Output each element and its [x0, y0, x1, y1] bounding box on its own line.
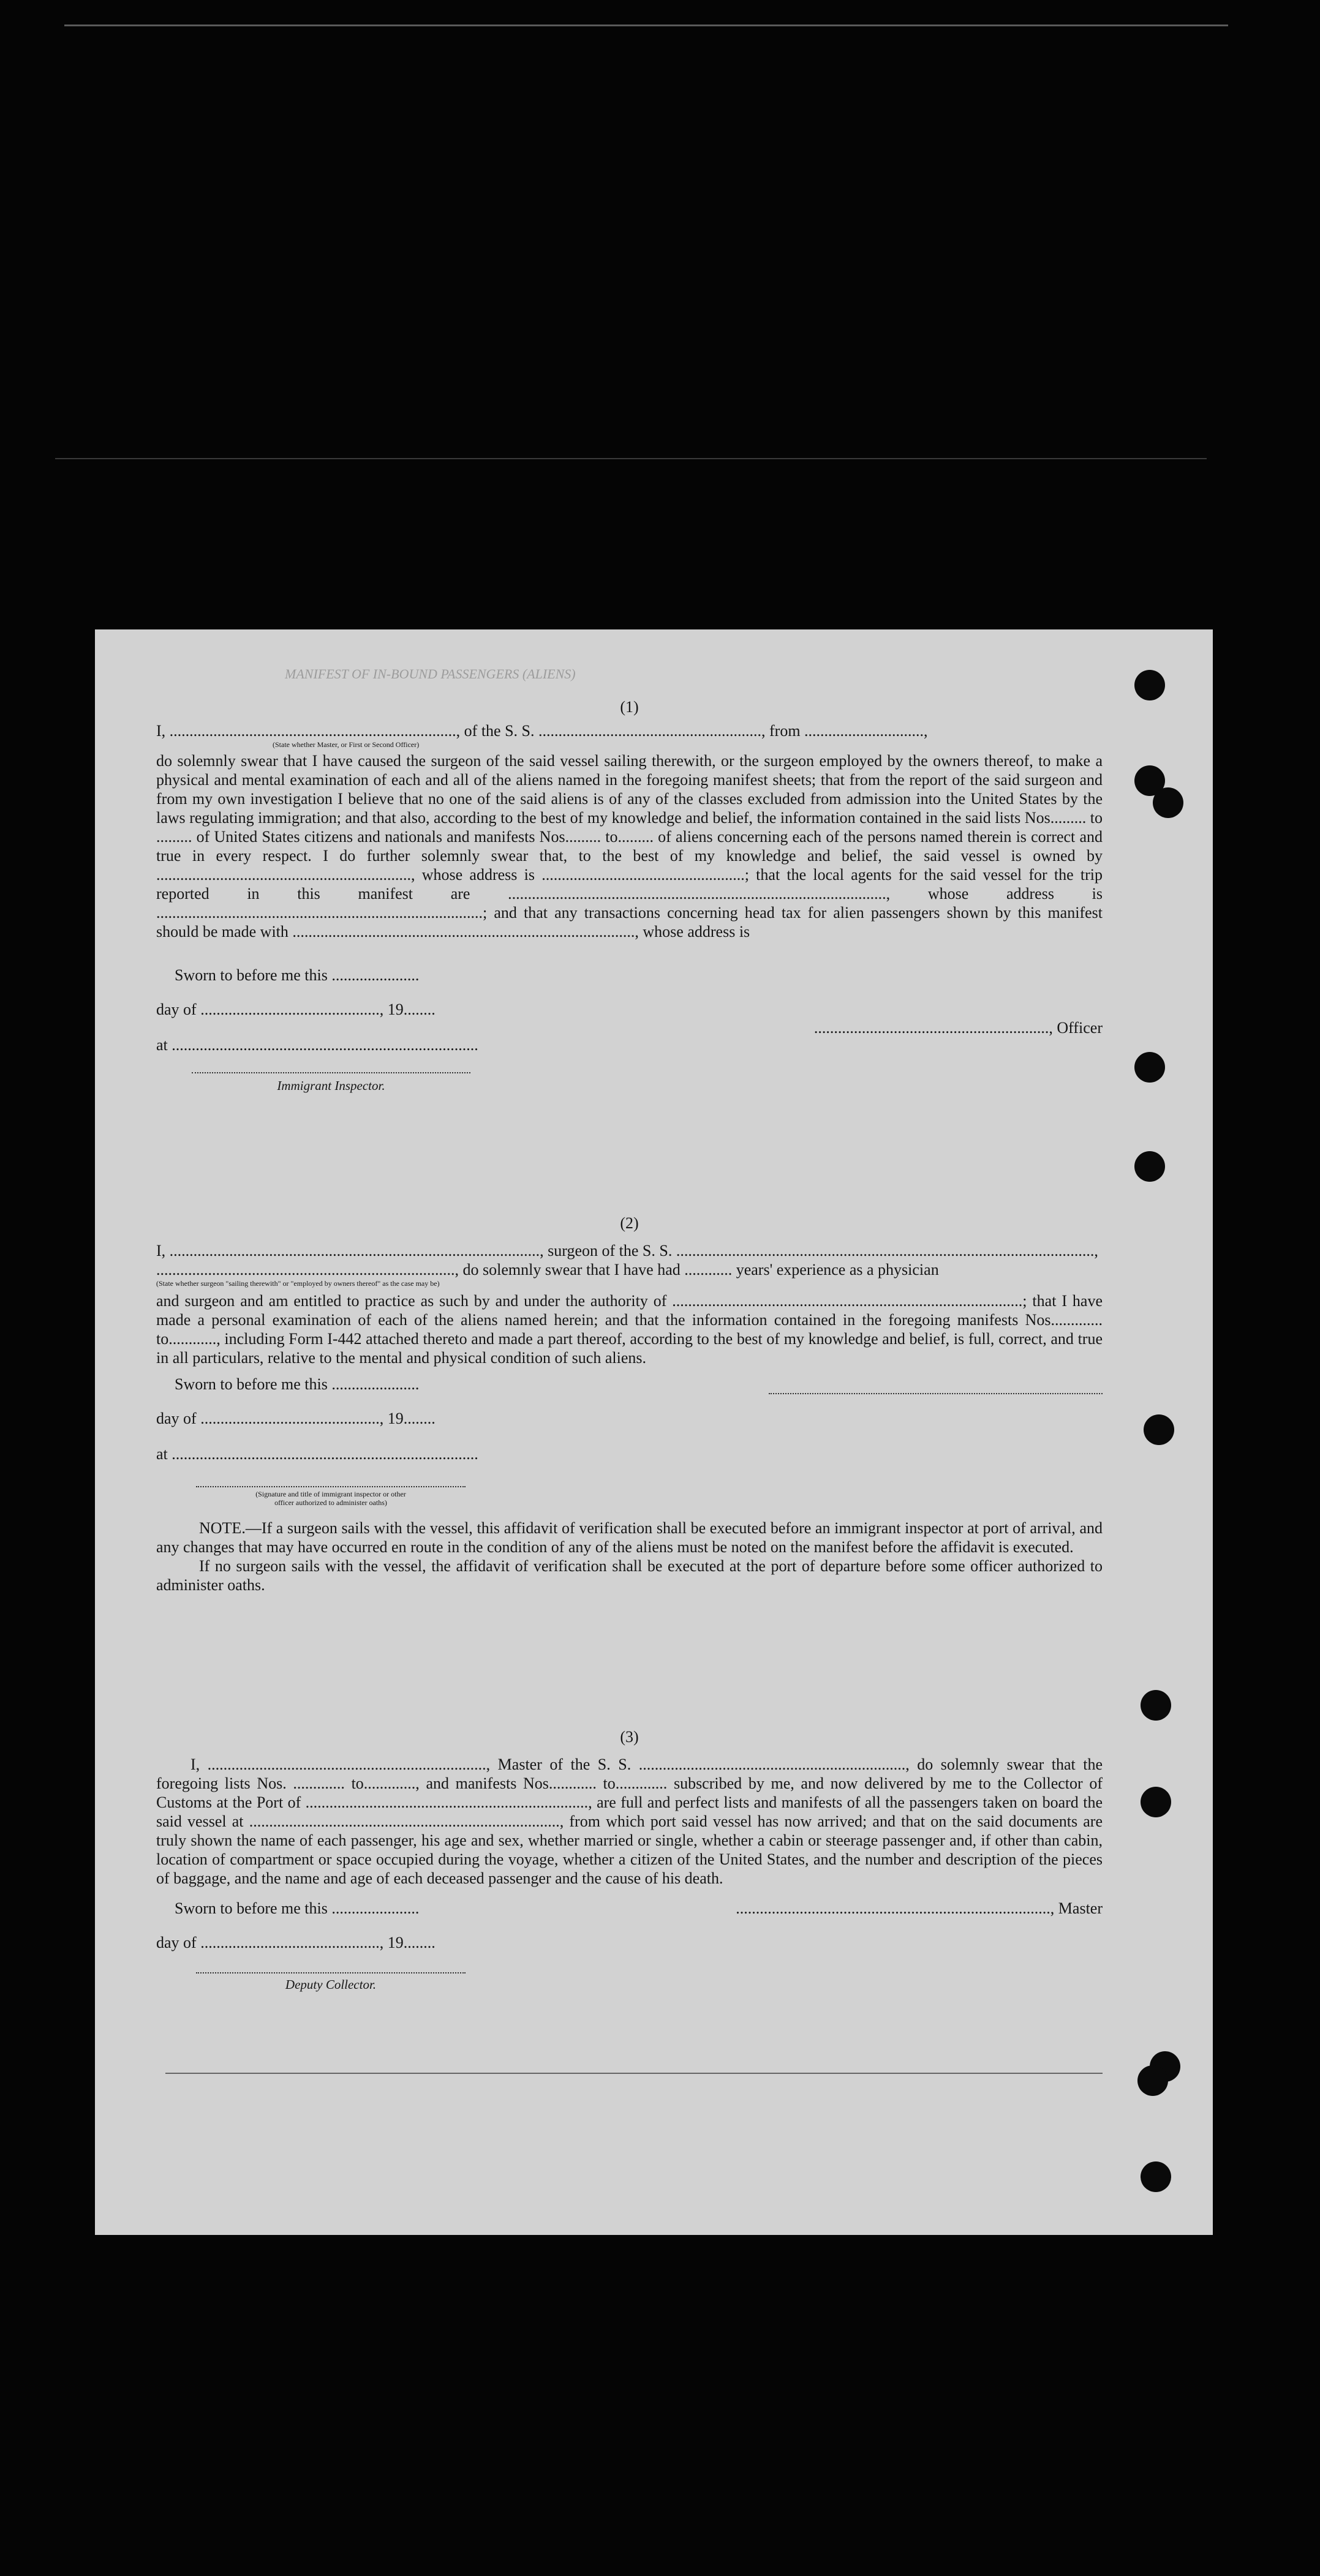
punch-hole [1141, 1787, 1171, 1817]
punch-hole [1134, 1052, 1165, 1083]
section-2-line-2: ..........................................................................., do solemnly swear that I have had ............ years' experience as a physician [156, 1261, 939, 1279]
section-2-line-1: I, ............................................................................................., surgeon of the S. S. ........................................................................................................., [156, 1242, 1098, 1260]
section-1-inspector-signature-line [192, 1057, 470, 1073]
section-2-officer-signature-line [196, 1471, 466, 1487]
punch-hole [1137, 2065, 1168, 2096]
section-1-body: do solemnly swear that I have caused the surgeon of the said vessel sailing therewith, or the surgeon employed by the owners thereof, to make a physical and mental examination of each and all of the aliens named in the foregoing manifest sheets; that from the report of the said surgeon and from my own investigation I believe that no one of the said aliens is of any of the classes excluded from admission into the United States by the laws regulating immigration; and that also, according to the best of my knowledge and belief, the information contained in the said lists Nos......... to ......... of United States citizens and nationals and manifests Nos......... to......... of aliens concerning each of the persons named therein is correct and true in every respect. I do further solemnly swear that, to the best of my knowledge and belief, the said vessel is owned by ................................................................, whose address is ...................................................; that the local agents for the said vessel for the trip reported in this manifest are ..............................................................................................., whose address is ..................................................................................; and that any transactions concerning head tax for alien passengers shown by this manifest should be made with ......................................................................................, whose address is [156, 752, 1103, 941]
section-1-master-affidavit [156, 698, 1103, 1125]
section-2-note-2: If no surgeon sails with the vessel, the affidavit of verification shall be executed at the port of departure before some officer authorized to administer oaths. [156, 1557, 1103, 1594]
punch-hole [1144, 1414, 1174, 1445]
film-edge-line [64, 24, 1228, 26]
section-3-day: day of ............................................., 19........ [156, 1934, 436, 1951]
film-frame-line [55, 458, 1207, 459]
section-2-note: NOTE.—If a surgeon sails with the vessel, this affidavit of verification shall be executed before an immigrant inspector at port of arrival, and any changes that may have occurred en route in the condition of any of the aliens must be noted on the manifest before the affidavit is executed. [156, 1519, 1103, 1556]
punch-hole [1141, 2161, 1171, 2192]
section-3-collector-signature-line [196, 1958, 466, 1973]
section-3-collector-label: Deputy Collector. [285, 1977, 377, 1992]
section-2-day: day of ............................................., 19........ [156, 1410, 436, 1427]
section-2-signature-caption: (Signature and title of immigrant inspector or other officer authorized to administer oaths) [255, 1490, 406, 1507]
section-1-number: (1) [620, 698, 639, 716]
section-1-officer-signature: ..........................................................., Officer [813, 1019, 1103, 1037]
section-1-opening: I, ........................................................................, of the S. S. ........................................................, from .............................., [156, 722, 928, 740]
section-1-officer-note: (State whether Master, or First or Second Officer) [273, 740, 420, 749]
section-1-sworn: Sworn to before me this ...................... [175, 966, 420, 984]
section-3-body: I, ......................................................................, Master of the S. S. ..................................................................., do solemnly swear that the foregoing lists Nos. ............. to............., and manifests Nos............ to............. subscribed by me, and now delivered by me to the Collector of Customs at the Port of ......................................................................., are full and perfect lists and manifests of all the passengers taken on board the said vessel at .............................................................................., from which port said vessel has now arrived; and that on the said documents are truly shown the name of each passenger, his age and sex, whether married or single, whether a cabin or steerage passenger and, if other than cabin, location of compartment or space occupied during the voyage, whether a citizen of the United States, and the number and description of the pieces of baggage, and the name and age of each deceased passenger and the cause of his death. [156, 1756, 1103, 1887]
manifest-verification-page [95, 629, 1213, 2235]
section-2-surgeon-signature-line [769, 1378, 1103, 1394]
section-2-sworn: Sworn to before me this ...................... [175, 1375, 420, 1393]
section-3-sworn: Sworn to before me this ...................... [175, 1899, 420, 1917]
punch-hole [1134, 1151, 1165, 1182]
punch-hole [1134, 670, 1165, 700]
bleed-through-text: MANIFEST OF IN-BOUND PASSENGERS (ALIENS) [285, 666, 576, 682]
section-2-body: and surgeon and am entitled to practice as such by and under the authority of ........................................................................................; that I have made a personal examination of each of the aliens named herein; and that the information contained in the foregoing manifests Nos............. to............, including Form I-442 attached thereto and made a part thereof, according to the best of my knowledge and belief, is full, correct, and true in all particulars, relative to the mental and physical condition of such aliens. [156, 1292, 1103, 1367]
section-2-at: at ............................................................................. [156, 1445, 478, 1463]
section-2-number: (2) [620, 1214, 639, 1232]
section-3-master-lists-affidavit [156, 1728, 1103, 2003]
section-1-inspector-label: Immigrant Inspector. [277, 1078, 385, 1093]
punch-hole [1153, 787, 1183, 818]
section-3-number: (3) [620, 1728, 639, 1746]
section-2-surgeon-affidavit [156, 1214, 1103, 1594]
section-1-at: at ............................................................................. [156, 1036, 478, 1054]
section-2-surgeon-note: (State whether surgeon "sailing therewith" or "employed by owners thereof" as the case may be) [156, 1279, 440, 1288]
section-1-day: day of ............................................., 19........ [156, 1001, 436, 1018]
section-3-master-signature: ..............................................................................., Master [736, 1899, 1103, 1917]
bottom-rule [165, 2073, 1103, 2074]
punch-hole [1141, 1690, 1171, 1721]
